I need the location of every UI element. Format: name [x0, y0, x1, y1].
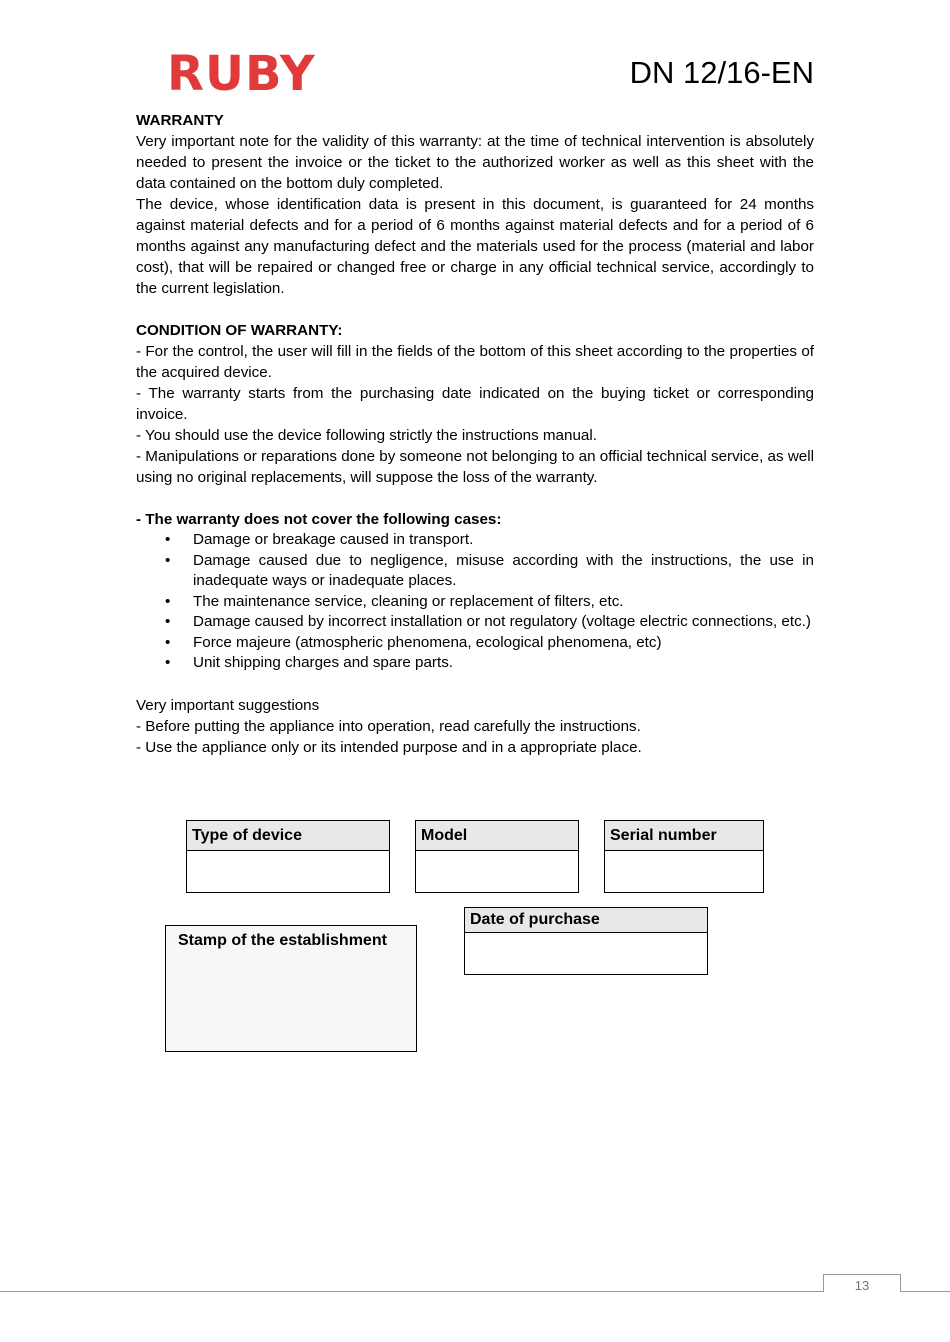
model-label: Model — [416, 821, 578, 851]
warranty-title: WARRANTY — [136, 112, 224, 129]
exclusion-item: • Damage caused due to negligence, misuse according with the instructions, the use in inadequate ways or inadequate places. — [136, 551, 814, 592]
type-of-device-label: Type of device — [187, 821, 389, 851]
date-of-purchase-label: Date of purchase — [465, 908, 707, 933]
exclusion-item: • Damage caused by incorrect installation or not regulatory (voltage electric connections, etc.) — [136, 612, 814, 633]
condition-item: - You should use the device following strictly the instructions manual. — [136, 427, 597, 444]
exclusion-item: • Damage or breakage caused in transport. — [136, 530, 814, 551]
stamp-label: Stamp of the establishment — [178, 932, 387, 949]
warranty-paragraph-2: The device, whose identification data is present in this document, is guaranteed for 24 months against material defects and for a period of 6 months against material defects and for a period of 6 months against any manufacturing defect and the materials used for the process (material and labor cost), that will be repaired or changed free or charge in any official technical service, accordingly to the current legislation. — [136, 196, 814, 297]
suggestions-title: Very important suggestions — [136, 696, 320, 714]
conditions-title: CONDITION OF WARRANTY: — [136, 322, 343, 339]
exclusion-item: • The maintenance service, cleaning or replacement of filters, etc. — [136, 592, 814, 613]
model-field[interactable] — [415, 820, 579, 893]
serial-number-field[interactable] — [604, 820, 764, 893]
warranty-paragraph-1: Very important note for the validity of this warranty: at the time of technical intervention is absolutely needed to present the invoice or the ticket to the authorized worker as well as this sheet with the data contained on the bottom duly completed. — [136, 133, 814, 192]
footer-divider — [0, 1291, 950, 1292]
serial-number-label: Serial number — [605, 821, 763, 851]
date-of-purchase-field[interactable] — [464, 907, 708, 975]
stamp-field[interactable] — [165, 925, 417, 1052]
document-number: DN 12/16-EN — [629, 55, 814, 90]
condition-item: - For the control, the user will fill in the fields of the bottom of this sheet according to the properties of the acquired device. — [136, 343, 814, 381]
warranty-content — [136, 110, 814, 758]
type-of-device-field[interactable] — [186, 820, 390, 893]
exclusions-title: - The warranty does not cover the following cases: — [136, 511, 502, 528]
exclusions-list — [136, 530, 814, 674]
condition-item: - The warranty starts from the purchasing date indicated on the buying ticket or corresponding invoice. — [136, 385, 814, 423]
page-number: 13 — [823, 1274, 901, 1292]
exclusion-item: • Unit shipping charges and spare parts. — [136, 653, 814, 674]
exclusion-item: • Force majeure (atmospheric phenomena, ecological phenomena, etc) — [136, 633, 814, 654]
suggestion-item: - Before putting the appliance into operation, read carefully the instructions. — [136, 717, 641, 735]
ruby-logo: RUBY — [167, 46, 316, 102]
suggestion-item: - Use the appliance only or its intended purpose and in a appropriate place. — [136, 738, 642, 756]
condition-item: - Manipulations or reparations done by someone not belonging to an official technical service, as well using no original replacements, will suppose the loss of the warranty. — [136, 448, 814, 486]
